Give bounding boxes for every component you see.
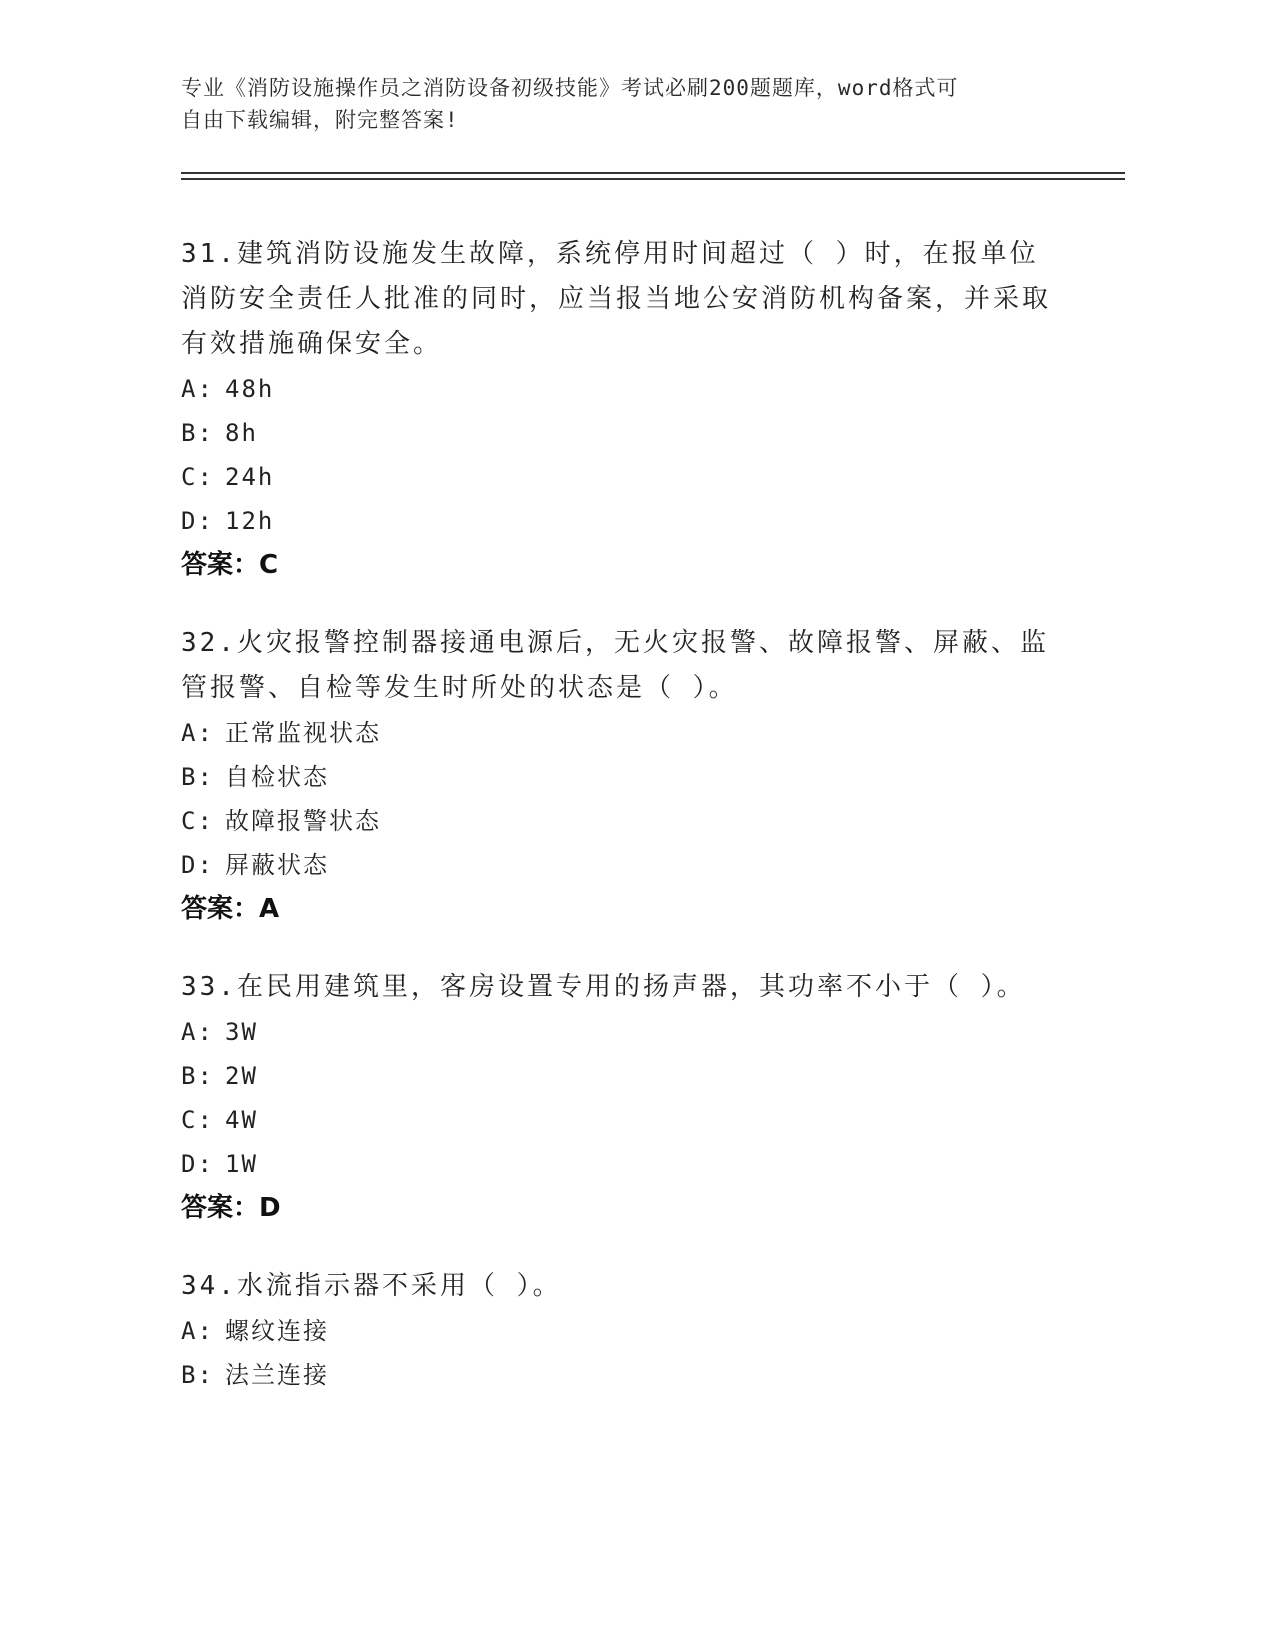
option-text: 8h	[225, 419, 258, 447]
question-31	[181, 232, 1061, 587]
question-34	[181, 1264, 1061, 1397]
question-stem: 32.火灾报警控制器接通电源后，无火灾报警、故障报警、屏蔽、监管报警、自检等发生时所处的状态是（ ）。	[181, 628, 1049, 703]
option-letter: D:	[181, 851, 214, 879]
option-letter: B:	[181, 419, 214, 447]
option-c	[181, 1098, 1061, 1142]
header-line-2: 自由下载编辑，附完整答案!	[181, 108, 459, 132]
question-33	[181, 965, 1061, 1230]
option-letter: C:	[181, 807, 214, 835]
answer-line: 答案：A	[181, 894, 280, 924]
option-b	[181, 411, 1061, 455]
option-a	[181, 1010, 1061, 1054]
option-c	[181, 799, 1061, 843]
question-stem: 31.建筑消防设施发生故障，系统停用时间超过（ ）时，在报单位消防安全责任人批准的同时，应当报当地公安消防机构备案，并采取有效措施确保安全。	[181, 239, 1052, 359]
option-letter: C:	[181, 463, 214, 491]
option-b	[181, 1054, 1061, 1098]
option-text: 48h	[225, 375, 275, 403]
option-text: 2W	[225, 1062, 258, 1090]
option-text: 4W	[225, 1106, 258, 1134]
option-text: 自检状态	[225, 763, 329, 791]
option-text: 螺纹连接	[225, 1317, 329, 1345]
option-d	[181, 1142, 1061, 1186]
header-divider-top	[181, 172, 1125, 174]
answer-line: 答案：C	[181, 550, 279, 580]
option-letter: B:	[181, 1062, 214, 1090]
option-b	[181, 755, 1061, 799]
option-letter: C:	[181, 1106, 214, 1134]
option-letter: B:	[181, 763, 214, 791]
option-a	[181, 367, 1061, 411]
option-d	[181, 843, 1061, 887]
option-a	[181, 1309, 1061, 1353]
question-stem: 33.在民用建筑里，客房设置专用的扬声器，其功率不小于（ ）。	[181, 972, 1026, 1002]
question-list	[181, 232, 1061, 1431]
option-a	[181, 711, 1061, 755]
option-letter: D:	[181, 507, 214, 535]
option-letter: A:	[181, 1317, 214, 1345]
option-b	[181, 1353, 1061, 1397]
option-text: 正常监视状态	[225, 719, 381, 747]
option-text: 故障报警状态	[225, 807, 381, 835]
question-32	[181, 621, 1061, 931]
option-text: 24h	[225, 463, 275, 491]
option-c	[181, 455, 1061, 499]
option-text: 屏蔽状态	[225, 851, 329, 879]
header-line-1: 专业《消防设施操作员之消防设备初级技能》考试必刷200题题库，word格式可	[181, 76, 959, 100]
option-letter: D:	[181, 1150, 214, 1178]
question-stem: 34.水流指示器不采用（ ）。	[181, 1271, 562, 1301]
answer-line: 答案：D	[181, 1193, 281, 1223]
option-text: 3W	[225, 1018, 258, 1046]
option-letter: A:	[181, 1018, 214, 1046]
option-letter: A:	[181, 719, 214, 747]
document-header	[181, 72, 1041, 136]
option-text: 1W	[225, 1150, 258, 1178]
option-letter: A:	[181, 375, 214, 403]
option-text: 法兰连接	[225, 1361, 329, 1389]
header-divider-bottom	[181, 178, 1125, 180]
option-d	[181, 499, 1061, 543]
option-letter: B:	[181, 1361, 214, 1389]
option-text: 12h	[225, 507, 275, 535]
